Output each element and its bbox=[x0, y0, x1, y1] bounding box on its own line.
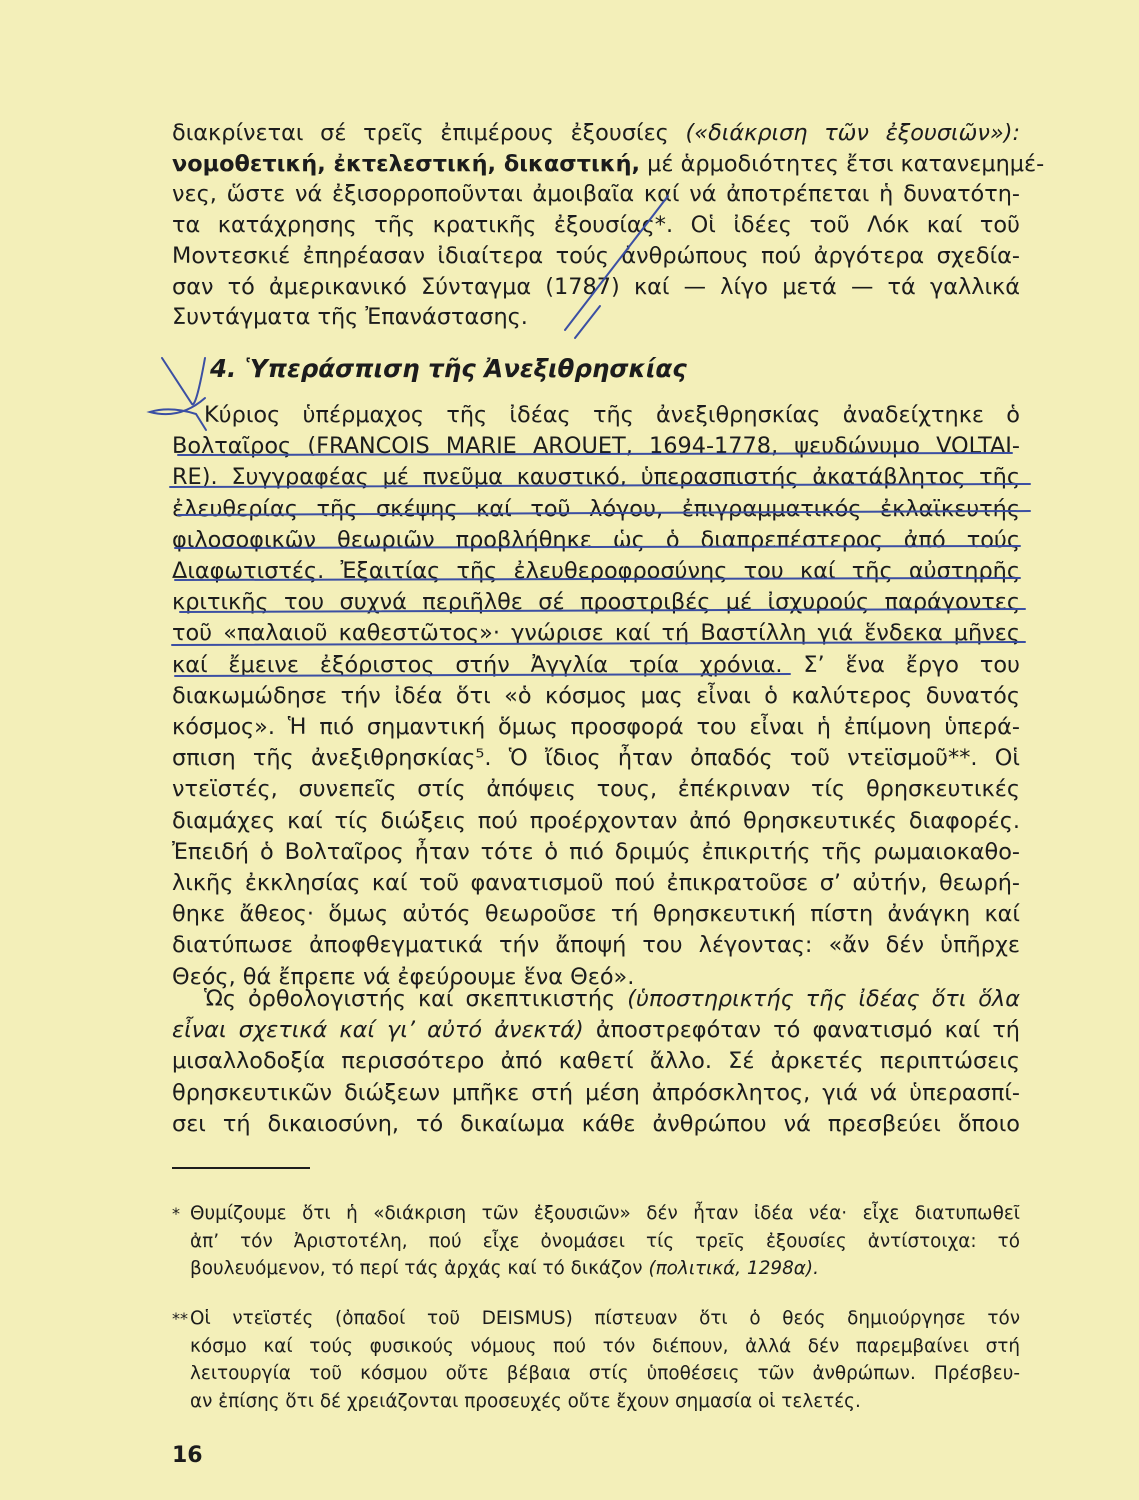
text-run: ἀπ’ τόν Ἀριστοτέλη, πού εἶχε ὀνομάσει τίς τρεῖς ἐξουσίες ἀντίστοιχα: τό bbox=[190, 1230, 1020, 1252]
text-run: καί ἔμεινε ἐξόριστος στήν Ἀγγλία τρία χρόνια. Σ’ ἕνα ἔργο του bbox=[172, 651, 1020, 678]
underline-2 bbox=[170, 484, 1030, 487]
underline-6 bbox=[180, 609, 1025, 612]
text-run: κριτικῆς του συχνά περιῆλθε σέ προστριβές μέ ἰσχυρούς παράγοντες bbox=[172, 589, 1020, 616]
text-run: διαμάχες καί τίς διώξεις πού προέρχονταν ἀπό θρησκευτικές διαφορές. bbox=[172, 807, 1020, 834]
page-number: 16 bbox=[172, 1443, 203, 1468]
text-run: τοῦ «παλαιοῦ καθεστῶτος»· γνώρισε καί τή Βαστίλλη γιά ἕνδεκα μῆνες bbox=[172, 620, 1020, 647]
text-run: Κύριος ὑπέρμαχος τῆς ἰδέας τῆς ἀνεξιθρησκίας ἀναδείχτηκε ὁ bbox=[204, 402, 1020, 428]
footnote-marker: * bbox=[172, 1204, 180, 1223]
text-run: κόσμος». Ἡ πιό σημαντική ὅμως προσφορά του εἶναι ἡ ἐπίμονη ὑπερά- bbox=[172, 714, 1020, 740]
text-run: Μοντεσκιέ ἐπηρέασαν ἰδιαίτερα τούς ἀνθρώπους πού ἀργότερα σχεδία- bbox=[172, 242, 1020, 269]
text-run: βουλευόμενον, τό περί τάς ἀρχάς καί τό δικάζον bbox=[190, 1258, 649, 1279]
underline-3 bbox=[178, 511, 1030, 515]
text-run: Θεός, θά ἔπρεπε νά ἐφεύρουμε ἕνα Θεό». bbox=[172, 963, 635, 990]
text-run: εἶναι σχετικά καί γι’ αὐτό ἀνεκτά) bbox=[172, 1017, 584, 1044]
pen-slash-mark bbox=[565, 196, 668, 330]
text-run: διατύπωσε ἀποφθεγματικά τήν ἄποψή του λέγοντας: «ἄν δέν ὑπῆρχε bbox=[172, 932, 1020, 959]
underline-1 bbox=[178, 453, 1012, 455]
text-run: («διάκριση τῶν ἐξουσιῶν»): bbox=[685, 120, 1020, 146]
underline-4 bbox=[175, 546, 1020, 548]
text-run: μισαλλοδοξία περισσότερο ἀπό καθετί ἄλλο. Σέ ἀρκετές περιπτώσεις bbox=[172, 1048, 1020, 1075]
text-run: RE). Συγγραφέας μέ πνεῦμα καυστικό, ὑπερασπιστής ἀκατάβλητος τῆς bbox=[172, 464, 1020, 491]
text-run: Συντάγματα τῆς Ἐπανάστασης. bbox=[172, 304, 528, 331]
text-run: σπιση τῆς ἀνεξιθρησκίας⁵. Ὁ ἴδιος ἦταν ὀπαδός τοῦ ντεϊσμοῦ**. Οἱ bbox=[172, 745, 1020, 772]
underline-7 bbox=[172, 642, 1025, 645]
text-run: φιλοσοφικῶν θεωριῶν προβλήθηκε ὡς ὁ διαπρεπέστερος ἀπό τούς bbox=[172, 526, 1020, 553]
text-run: θηκε ἄθεος· ὅμως αὐτός θεωροῦσε τή θρησκευτική πίστη ἀνάγκη καί bbox=[172, 901, 1020, 928]
text-run: διακωμώδησε τήν ἰδέα ὅτι «ὁ κόσμος μας εἶναι ὁ καλύτερος δυνατός bbox=[172, 682, 1020, 709]
text-run: (ὑποστηρικτής τῆς ἰδέας ὅτι ὅλα bbox=[627, 986, 1021, 1012]
text-run: Διαφωτιστές. Ἐξαιτίας τῆς ἐλευθεροφροσύνης του καί τῆς αὐστηρῆς bbox=[172, 558, 1020, 584]
text-run: Ὡς ὀρθολογιστής καί σκεπτικιστής bbox=[204, 986, 628, 1012]
text-run: διακρίνεται σέ τρεῖς ἐπιμέρους ἐξουσίες bbox=[172, 120, 686, 146]
text-run: σει τή δικαιοσύνη, τό δικαίωμα κάθε ἀνθρώπου νά πρεσβεύει ὅποιο bbox=[172, 1110, 1020, 1137]
text-run: αν ἐπίσης ὅτι δέ χρειάζονται προσευχές οὔτε ἔχουν σημασία οἱ τελετές. bbox=[190, 1390, 861, 1412]
text-run: Θυμίζουμε ὅτι ἡ «διάκριση τῶν ἐξουσιῶν» δέν ἦταν ἰδέα νέα· εἶχε διατυπωθεῖ bbox=[190, 1203, 1020, 1224]
underline-5 bbox=[175, 578, 1020, 580]
text-run: μέ ἁρμοδιότητες ἔτσι κατανεμημέ- bbox=[640, 150, 1045, 177]
section-heading: 4. Ὑπεράσπιση τῆς Ἀνεξιθρησκίας bbox=[210, 354, 687, 383]
text-run: τα κατάχρησης τῆς κρατικῆς ἐξουσίας*. Οἱ ἰδέες τοῦ Λόκ καί τοῦ bbox=[172, 212, 1020, 239]
text-run: Βολταῖρος (FRANCOIS MARIE AROUET, 1694-1778, ψευδώνυμο VOLTAI- bbox=[172, 433, 1020, 460]
text-run: Οἱ ντεϊστές (ὀπαδοί τοῦ DEISMUS) πίστευαν ὅτι ὁ θεός δημιούργησε τόν bbox=[190, 1308, 1020, 1329]
text-run: σαν τό ἀμερικανικό Σύνταγμα (1787) καί — λίγο μετά — τά γαλλικά bbox=[172, 273, 1020, 300]
text-run: νομοθετική, ἐκτελεστική, δικαστική, bbox=[172, 150, 641, 177]
text-run: λικῆς ἐκκλησίας καί τοῦ φανατισμοῦ πού ἐπικρατοῦσε σ’ αὐτήν, θεωρή- bbox=[172, 870, 1020, 896]
text-run: ἐλευθερίας τῆς σκέψης καί τοῦ λόγου, ἐπιγραμματικός ἐκλαϊκευτής bbox=[172, 495, 1020, 522]
text-run: ντεϊστές, συνεπεῖς στίς ἀπόψεις τους, ἐπέκριναν τίς θρησκευτικές bbox=[172, 776, 1020, 803]
pen-check-mark bbox=[162, 358, 205, 404]
text-run: Ἐπειδή ὁ Βολταῖρος ἦταν τότε ὁ πιό δριμύς ἐπικριτής τῆς ρωμαιοκαθο- bbox=[172, 838, 1020, 865]
footnote-marker: ** bbox=[172, 1309, 188, 1328]
pen-hook-mark bbox=[150, 398, 206, 430]
text-run: (πολιτικά, 1298α). bbox=[648, 1258, 819, 1279]
text-run: κόσμο καί τούς φυσικούς νόμους πού τόν διέπουν, ἀλλά δέν παρεμβαίνει στή bbox=[190, 1335, 1020, 1357]
underline-8 bbox=[175, 674, 790, 676]
text-run: λειτουργία τοῦ κόσμου οὔτε βέβαια στίς ὑποθέσεις τῶν ἀνθρώπων. Πρέσβευ- bbox=[190, 1363, 1020, 1384]
text-run: νες, ὥστε νά ἐξισορροποῦνται ἀμοιβαῖα καί νά ἀποτρέπεται ἡ δυνατότη- bbox=[172, 181, 1020, 208]
text-run: ἀποστρεφόταν τό φανατισμό καί τή bbox=[583, 1017, 1020, 1044]
text-run: θρησκευτικῶν διώξεων μπῆκε στή μέση ἀπρόσκλητος, γιά νά ὑπερασπί- bbox=[172, 1079, 1020, 1106]
